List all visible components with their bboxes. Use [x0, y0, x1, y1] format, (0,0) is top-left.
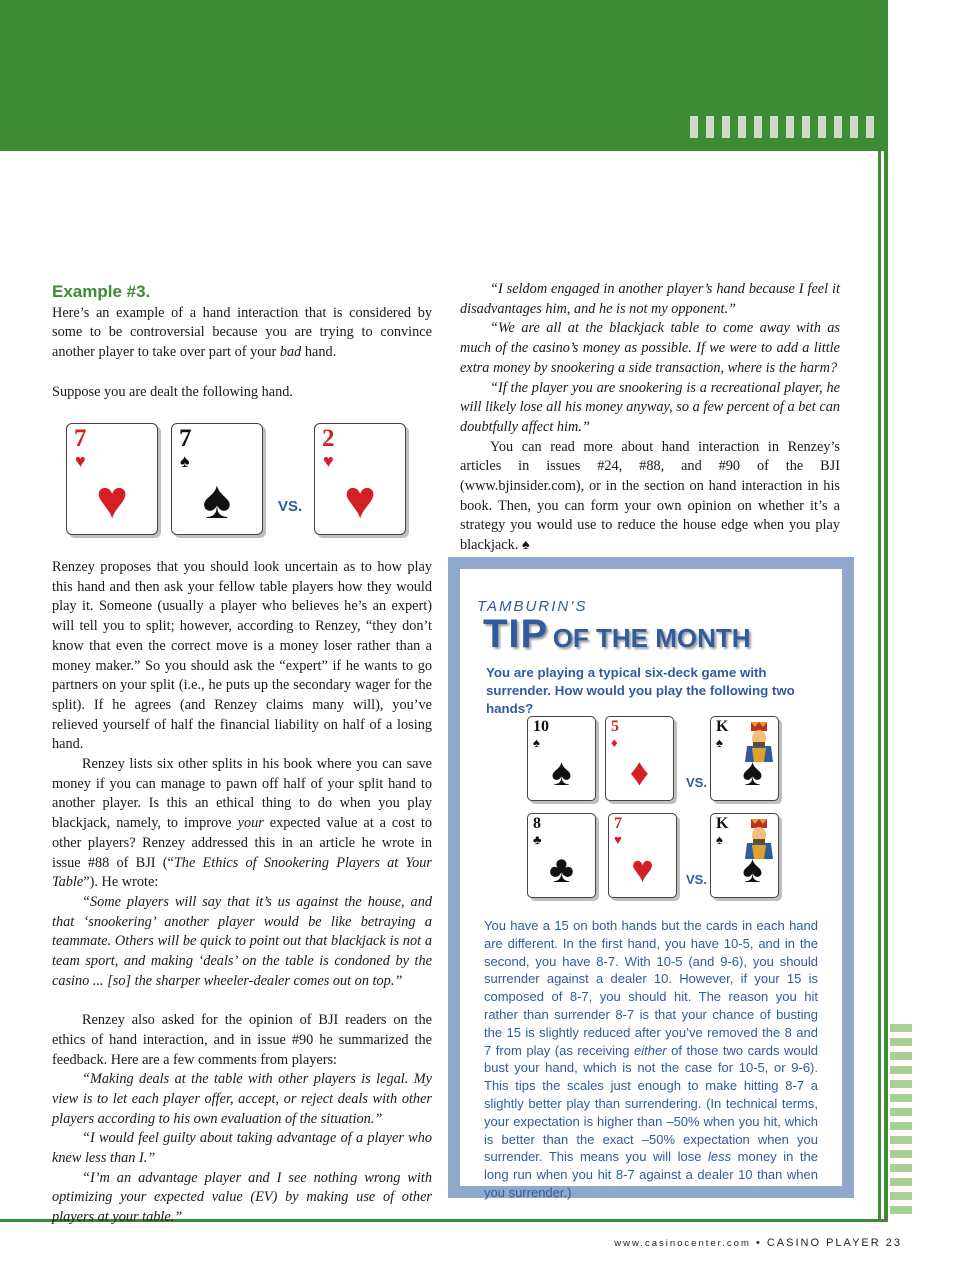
block-quote: “Making deals at the table with other players is legal. My view is to let each player offer, accept, or reject deals with other players according to his own evaluation of the situation.”	[52, 1071, 432, 1127]
tip-title: TIP OF THE MONTH	[483, 612, 751, 656]
left-column-body	[52, 558, 432, 1228]
page-number: 23	[885, 1237, 902, 1249]
dealer-king-card: K ♠ ♠	[710, 716, 779, 801]
frame-top-rule	[0, 146, 888, 151]
versus-label: VS.	[278, 498, 303, 515]
footer-website: www.casinocenter.com	[614, 1238, 751, 1249]
header-notch	[888, 0, 960, 146]
intro-paragraph: Here’s an example of a hand interaction that is considered by some to be controversial because you are trying to convince another player to take over part of your bad hand.	[52, 304, 432, 361]
playing-card: 7 ♥ ♥	[66, 423, 158, 535]
versus-label: VS.	[686, 775, 707, 790]
versus-label: VS.	[686, 872, 707, 887]
playing-card: 10 ♠ ♠	[527, 716, 596, 801]
playing-card: 5 ♦ ♦	[605, 716, 674, 801]
tip-byline: TAMBURIN’S	[477, 598, 588, 615]
spade-icon: ♠	[742, 752, 763, 794]
suppose-line: Suppose you are dealt the following hand.	[52, 383, 294, 400]
paragraph: You can read more about hand interaction in Renzey’s articles in issues #24, #88, and #90 of the BJI (www.bjinsider.com), or in the section on hand interaction in his book. Then, you can form your own opinion on whether it’s a strategy you would use to reduce the house edge when you play blackjack. ♠	[460, 438, 840, 554]
left-column-top	[52, 282, 432, 402]
section-heading: Example #3.	[52, 282, 151, 301]
block-quote: “If the player you are snookering is a recreational player, he will likely lose all his money anyway, so a few percent of a bet can doubtfully affect him.”	[460, 379, 840, 435]
right-column-body	[460, 280, 840, 556]
paragraph: Renzey also asked for the opinion of BJI readers on the ethics of hand interaction, and in issue #90 he summarized the feedback. Here are a few comments from players:	[52, 1012, 432, 1068]
frame-right-rule	[878, 146, 881, 1222]
block-quote: “I seldom engaged in another player’s hand because I feel it disadvantages him, and he is not my opponent.”	[460, 281, 840, 317]
spade-end-icon: ♠	[521, 537, 530, 554]
heart-icon: ♥	[95, 470, 129, 530]
spade-icon: ♠	[202, 470, 232, 530]
dealer-king-card: K ♠ ♠	[710, 813, 779, 898]
paragraph: Renzey proposes that you should look uncertain as to how play this hand and then ask your fellow table players how they would play it. Someone (usually a player who believes he’s an expert) will tell you to split; however, according to Renzey, “they don’t know that even the correct move is a money loser rather than a money maker.” So you should ask the “expert” if he wants to go partners on your split (i.e., he puts up the secondary wager for the split). If he agrees (and Renzey claims many will), you’ve relieved yourself of half the financial liability on half of a losing hand.	[52, 559, 432, 753]
spade-icon: ♠	[742, 849, 763, 891]
footer-magazine: CASINO PLAYER	[766, 1237, 881, 1249]
heart-icon: ♥	[343, 470, 377, 530]
block-quote: “I’m an advantage player and I see nothing wrong with optimizing your expected value (EV) by making use of other players at your table.”	[52, 1169, 432, 1226]
frame-right-rule-outer	[884, 146, 888, 1222]
playing-card: 7 ♥ ♥	[608, 813, 677, 898]
diamond-icon: ♦	[629, 752, 650, 794]
footer-separator: •	[755, 1237, 762, 1249]
header-tick-marks	[690, 116, 890, 138]
paragraph: Renzey lists six other splits in his book where you can save money if you can manage to pawn off half of your split hand to another player. Is this an ethical thing to do when you play blackjack, namely, to improve your expected value at a cost to other players? Renzey addressed this in an article he wrote in issue #88 of BJI (“The Ethics of Snookering Players at Your Table”). He wrote:	[52, 756, 432, 891]
dealer-card: 2 ♥ ♥	[314, 423, 406, 535]
tip-body: You have a 15 on both hands but the cards in each hand are different. In the first hand, you have 10-5, and in the second, you have 8-7. With 10-5 (and 9-6), you should surrender against a dealer 10. However, if your 15 is composed of 8-7, you should hit. The reason you hit rather than surrender 8-7 is that your chance of busting the 15 is slightly reduced after you’ve removed the 8 and 7 from play (as receiving either of those two cards would bust your hand, which is not the case for 10-5, or 9-6). This tips the scales just enough to make hitting 8-7 a slightly better play than surrendering. (In technical terms, your expectation is higher than –50% when you hit, which is better than the exact –50% expectation when you surrender. This means you will lose less money in the long run when you hit 8-7 against a dealer 10 than when you surrender.)	[484, 918, 818, 1200]
block-quote: “I would feel guilty about taking advantage of a player who knew less than I.”	[52, 1130, 432, 1167]
spade-icon: ♠	[551, 752, 572, 794]
block-quote: “Some players will say that it’s us against the house, and that ‘snookering’ another player would be like betraying a teammate. Others will be quick to point out that blackjack is not a team sport, and making ‘deals’ on the table is condoned by the casino ... [so] the sharper wheeler-dealer comes out on top.”	[52, 893, 432, 989]
side-tick-marks	[890, 1024, 912, 1220]
tip-question: You are playing a typical six-deck game with surrender. How would you play the following two hands?	[486, 665, 795, 716]
page-footer	[614, 1237, 902, 1249]
playing-card: 8 ♣ ♣	[527, 813, 596, 898]
club-icon: ♣	[549, 849, 574, 891]
playing-card: 7 ♠ ♠	[171, 423, 263, 535]
block-quote: “We are all at the blackjack table to come away with as much of the casino’s money as possible. If we were to add a little extra money by snookering a side transaction, where is the harm?	[460, 320, 840, 376]
heart-icon: ♥	[631, 849, 654, 891]
